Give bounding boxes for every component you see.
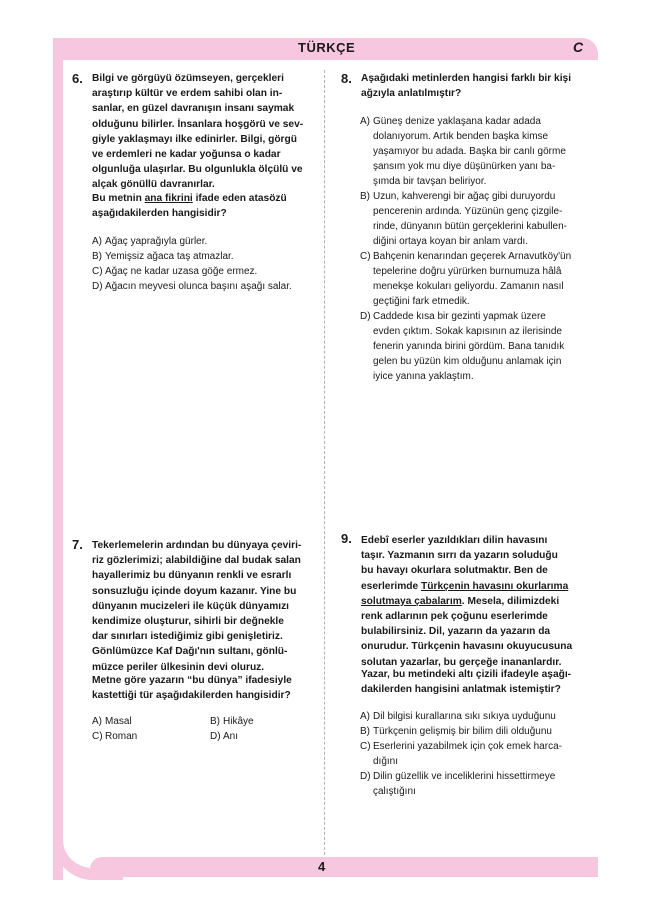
option-b[interactable]: B) Uzun, kahverengi bir ağaç gibi duruyordu pencerenin ardında. Yüzünün genç çizgile- rinde, dünyanın bütün gerçeklerini kabullen- diğini ortaya koyan bir anlam vardı.	[360, 191, 568, 247]
option-b[interactable]: B) Yemişsiz ağaca taş atmazlar.	[92, 251, 234, 262]
question-6-number: 6.	[72, 71, 83, 86]
option-d[interactable]: D) Ağacın meyvesi olunca başını aşağı salar.	[92, 281, 292, 292]
option-b[interactable]: B) Hikâye	[210, 716, 254, 727]
underlined-phrase: ana fikrini	[144, 193, 193, 204]
question-6-options	[92, 234, 320, 294]
question-7-passage: Tekerlemelerin ardından bu dünyaya çeviri- riz gözlerimizi; alabildiğine dal budak salan hayallerimiz bu dünyanın renkli ve esrarlı sonsuzluğu içinde doyum kazanır. Yine bu dünyanın mucizeleri ile küçük dünyamızı kendimize oluşturur, sihirli bir değnekle dar sınırları istediğimiz gibi genişletiriz. Gönlümüzce Kaf Dağı'nın sultanı, gönlü- müzce periler ülkesinin devi oluruz.	[92, 540, 302, 673]
option-c[interactable]: C) Roman	[92, 731, 138, 742]
question-8-number: 8.	[341, 71, 352, 86]
booklet-letter: C	[573, 39, 584, 55]
left-margin-strip	[53, 60, 63, 880]
option-c[interactable]: C) Ağaç ne kadar uzasa göğe ermez.	[92, 266, 258, 277]
question-7-options	[92, 714, 310, 744]
option-a[interactable]: A) Masal	[92, 716, 132, 727]
option-c[interactable]: C) Eserlerini yazabilmek için çok emek harca- dığını	[360, 741, 562, 767]
option-a[interactable]: A) Dil bilgisi kurallarına sıkı sıkıya uyduğunu	[360, 711, 556, 722]
option-d[interactable]: D) Anı	[210, 731, 239, 742]
option-c[interactable]: C) Bahçenin kenarından geçerek Arnavutköy'ün tepelerine doğru yürürken burnumuza hâlâ menekşe kokuları geliyordu. Zamanın nasıl geçtiğini fark etmedik.	[360, 251, 572, 307]
question-9-options	[360, 709, 598, 799]
question-6-stem: Bu metnin ana fikrini ifade eden atasözü aşağıdakilerden hangisidir?	[92, 193, 287, 220]
question-7-number: 7.	[72, 537, 83, 552]
question-8-options	[360, 114, 598, 384]
question-9-number: 9.	[341, 531, 352, 546]
column-divider	[324, 70, 326, 870]
question-6-passage: Bilgi ve görgüyü özümseyen, gerçekleri araştırıp kültür ve erdem sahibi olan in- sanlar, en güzel davranışın insanı saymak olduğunu bilirler. İnsanlara hoşgörü ve sev- giyle yaklaşmayı ilke edinirler. Bilgi, görgü ve erdemleri ne kadar yoğunsa o kadar olgunluğa ulaşırlar. Bu olgunlukla ölçülü ve alçak gönüllü davranırlar.	[92, 73, 304, 191]
page-subject: TÜRKÇE	[298, 40, 356, 55]
question-9-passage: Edebî eserler yazıldıkları dilin havasını taşır. Yazmanın sırrı da yazarın soluduğu bu havayı okurlara solutmaktır. Ben de eserlerimde Türkçenin havasını okurlarıma solutmaya çabalarım. Mesela, dilimizdeki renk adlarının pek çoğunu eserlerimde bulabilirsiniz. Dil, yazarın da yazarın da onurudur. Türkçenin havasını okuyucusuna solutan yazarlar, bu gerçeğe inananlardır.	[361, 535, 573, 668]
option-d[interactable]: D) Dilin güzellik ve inceliklerini hissettirmeye çalıştığını	[360, 771, 556, 797]
option-a[interactable]: A) Güneş denize yaklaşana kadar adada dolanıyorum. Artık benden başka kimse yaşamıyor bu adada. Başka bir canlı görme şansım yok mu diye düşünürken yanı ba- şımda bir tavşan beliriyor.	[360, 116, 566, 187]
footer-bar	[90, 857, 598, 877]
underlined-phrase-continued: solutmaya çabalarım	[361, 595, 462, 607]
underlined-phrase: Türkçenin havasını okurlarıma	[421, 580, 569, 592]
question-7-stem: Metne göre yazarın “bu dünya” ifadesiyle kastettiği tür aşağıdakilerden hangisidir?	[92, 675, 292, 702]
question-8-stem: Aşağıdaki metinlerden hangisi farklı bir kişi ağzıyla anlatılmıştır?	[361, 73, 572, 100]
page-number: 4	[318, 859, 326, 874]
option-b[interactable]: B) Türkçenin gelişmiş bir bilim dili olduğunu	[360, 726, 552, 737]
question-9-stem: Yazar, bu metindeki altı çizili ifadeyle aşağı- dakilerden hangisini anlatmak istemiştir?	[361, 669, 572, 696]
option-d[interactable]: D) Caddede kısa bir gezinti yapmak üzere evden çıktım. Sokak kapısının az ilerisinde fenerin yanında birini gördüm. Bana tanıdık gelen bu yüzün kim olduğunu anlamak için iyice yanına yaklaştım.	[360, 311, 565, 382]
option-a[interactable]: A) Ağaç yaprağıyla gürler.	[92, 236, 208, 247]
